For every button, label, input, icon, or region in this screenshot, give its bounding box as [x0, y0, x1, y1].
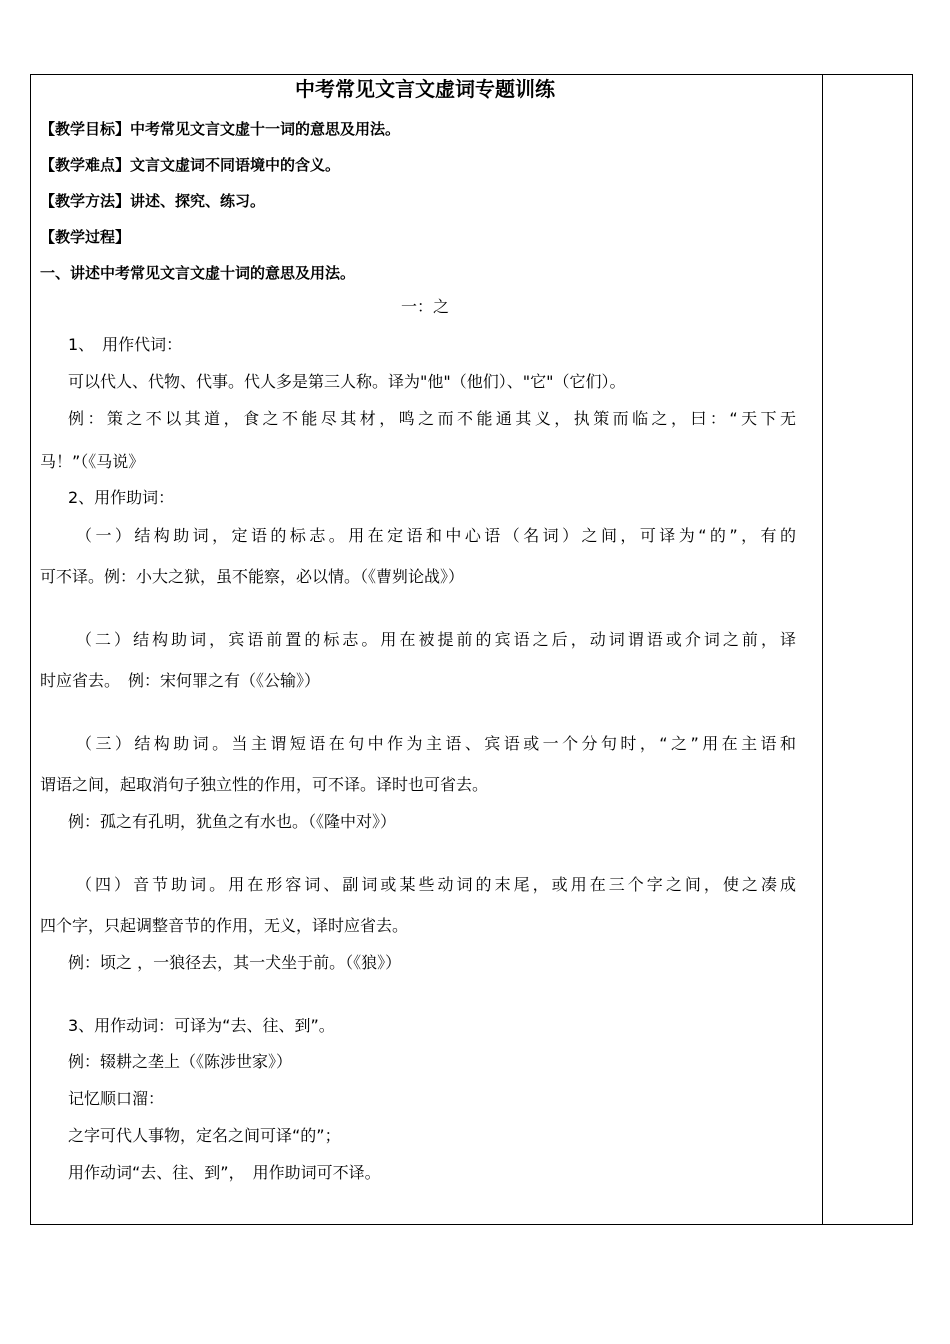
teaching-difficulty: 【教学难点】文言文虚词不同语境中的含义。 — [40, 156, 341, 174]
paragraph-aux-3b: 谓语之间，起取消句子独立性的作用，可不译。译时也可省去。 — [40, 775, 489, 794]
paragraph-aux-4a: （四）音节助词。用在形容词、副词或某些动词的末尾，或用在三个字之间，使之凑成 — [76, 875, 796, 894]
paragraph-pronoun-heading: 1、 用作代词： — [68, 335, 183, 354]
teaching-goal: 【教学目标】中考常见文言文虚十一词的意思及用法。 — [40, 120, 401, 138]
document-title: 中考常见文言文虚词专题训练 — [295, 77, 555, 101]
teaching-process-heading: 【教学过程】 — [40, 228, 131, 246]
paragraph-pronoun-desc: 可以代人、代物、代事。代人多是第三人称。译为"他"（他们）、"它"（它们）。 — [68, 372, 626, 391]
paragraph-aux-3c: 例：孤之有孔明，犹鱼之有水也。（《隆中对》） — [68, 812, 397, 831]
mnemonic-line-2: 用作动词“去、往、到”， 用作助词可不译。 — [68, 1163, 381, 1182]
paragraph-aux-1b: 可不译。例：小大之狱，虽不能察，必以情。（《曹刿论战》） — [40, 567, 465, 586]
paragraph-pronoun-example-2: 马！”（《马说》 — [40, 452, 145, 471]
paragraph-pronoun-example-1: 例：策之不以其道，食之不能尽其材，鸣之而不能通其义，执策而临之，曰：“天下无 — [68, 409, 796, 428]
paragraph-verb-heading: 3、用作动词：可译为“去、往、到”。 — [68, 1016, 335, 1035]
paragraph-aux-4c: 例：顷之 ，一狼径去，其一犬坐于前。（《狼》） — [68, 953, 402, 972]
teaching-method: 【教学方法】讲述、探究、练习。 — [40, 192, 266, 210]
section-one-heading: 一、讲述中考常见文言文虚十词的意思及用法。 — [40, 264, 356, 282]
paragraph-aux-1a: （一）结构助词，定语的标志。用在定语和中心语（名词）之间，可译为“的”，有的 — [76, 526, 796, 545]
paragraph-aux-3a: （三）结构助词。当主谓短语在句中作为主语、宾语或一个分句时，“之”用在主语和 — [76, 734, 796, 753]
paragraph-verb-example: 例：辍耕之垄上（《陈涉世家》） — [68, 1052, 293, 1071]
mnemonic-heading: 记忆顺口溜： — [68, 1089, 165, 1108]
paragraph-auxiliary-heading: 2、用作助词： — [68, 488, 175, 507]
paragraph-aux-2a: （二）结构助词，宾语前置的标志。用在被提前的宾语之后，动词谓语或介词之前，译 — [76, 630, 796, 649]
paragraph-aux-2b: 时应省去。 例：宋何罪之有（《公输》） — [40, 671, 321, 690]
paragraph-aux-4b: 四个字，只起调整音节的作用，无义，译时应省去。 — [40, 916, 409, 935]
sub-section-title: 一：之 — [400, 297, 449, 316]
mnemonic-line-1: 之字可代人事物，定名之间可译“的”； — [68, 1126, 341, 1145]
table-column-divider — [822, 74, 823, 1225]
